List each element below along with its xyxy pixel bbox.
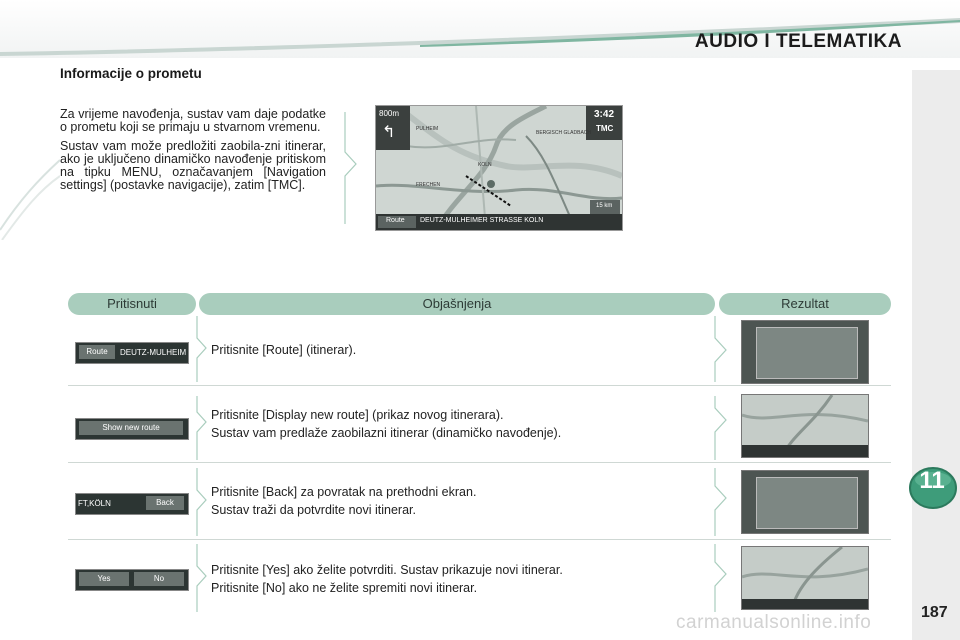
row-3-description xyxy=(211,483,476,519)
back-label: Back xyxy=(146,496,184,510)
page-side-bar xyxy=(912,70,960,640)
back-button-image xyxy=(75,493,189,515)
distance-readout: 800m xyxy=(379,109,400,118)
row-3-line-2: Sustav traži da potvrdite novi itinerar. xyxy=(211,503,416,517)
tmc-label: TMC xyxy=(596,124,614,133)
show-new-route-button-image xyxy=(75,418,189,440)
page-number: 187 xyxy=(921,604,948,621)
result-thumbnail-3 xyxy=(741,470,869,534)
thumb-map-4 xyxy=(742,547,868,609)
row-divider xyxy=(68,385,891,386)
chapter-number: 11 xyxy=(919,467,945,494)
route-button-image xyxy=(75,342,189,364)
yes-label: Yes xyxy=(79,572,129,586)
yes-no-button-image xyxy=(75,569,189,591)
row-2-description xyxy=(211,406,561,442)
street-name: DEUTZ-MULHEIMER STRASSE KOLN xyxy=(420,217,544,224)
header-objasnjenja: Objašnjenja xyxy=(199,293,715,315)
row-4-line-1: Pritisnite [Yes] ako želite potvrditi. Sustav prikazuje novi itinerar. xyxy=(211,563,563,577)
map-place: PULHEIM xyxy=(416,126,439,132)
row-4-description xyxy=(211,561,563,597)
watermark: carmanualsonline.info xyxy=(676,612,872,633)
result-thumbnail-2 xyxy=(741,394,869,458)
row-1-description xyxy=(211,341,356,359)
column-arrows-right xyxy=(714,316,730,616)
row-3-line-1: Pritisnite [Back] za povratak na prethodni ekran. xyxy=(211,485,477,499)
clock-readout: 3:42 xyxy=(594,109,615,120)
header-pritisnuti: Pritisnuti xyxy=(68,293,196,315)
dialog-box xyxy=(756,477,858,529)
route-button: Route xyxy=(386,217,405,224)
row-1-line-1: Pritisnite [Route] (itinerar). xyxy=(211,343,357,357)
turn-arrow-icon: ↰ xyxy=(382,124,396,141)
map-place: BERGISCH GLADBACH xyxy=(536,130,592,136)
intro-text xyxy=(60,108,326,198)
intro-paragraph-1: Za vrijeme navođenja, sustav vam daje podatke o prometu koji se primaju u stvarnom vremenu. xyxy=(60,107,326,134)
distance-2: 15 km xyxy=(596,203,613,209)
row-divider xyxy=(68,539,891,540)
show-new-route-label: Show new route xyxy=(79,421,183,435)
no-label: No xyxy=(134,572,184,586)
left-decoration xyxy=(0,90,60,240)
header-rezultat: Rezultat xyxy=(719,293,891,315)
row-4-line-2: Pritisnite [No] ako ne želite spremiti novi itinerar. xyxy=(211,581,478,595)
street-label: DEUTZ-MULHEIM xyxy=(120,348,187,357)
result-thumbnail-4 xyxy=(741,546,869,610)
map-place: KOLN xyxy=(478,162,492,168)
dialog-box xyxy=(756,327,858,379)
thumb-map-2 xyxy=(742,395,868,457)
row-2-line-2: Sustav vam predlaže zaobilazni itinerar (dinamičko navođenje). xyxy=(211,426,562,440)
navigation-screenshot xyxy=(375,105,623,231)
street-fragment: FT,KÖLN xyxy=(78,499,111,508)
section-title: Informacije o prometu xyxy=(60,66,202,81)
intro-paragraph-2: Sustav vam može predložiti zaobila-zni itinerar, ako je uključeno dinamičko navođenje pritiskom na tipku MENU, označavanjem [Navigation settings] (postavke navigacije), zatim [TMC]. xyxy=(60,139,326,192)
chapter-title: AUDIO I TELEMATIKA xyxy=(694,31,902,52)
separator-arrow xyxy=(344,112,360,224)
row-divider xyxy=(68,462,891,463)
result-thumbnail-1 xyxy=(741,320,869,384)
row-2-line-1: Pritisnite [Display new route] (prikaz novog itinerara). xyxy=(211,408,504,422)
map-image xyxy=(376,106,622,230)
map-place: FRECHEN xyxy=(416,182,441,188)
column-arrows-left xyxy=(196,316,210,616)
route-button-label: Route xyxy=(79,345,115,359)
